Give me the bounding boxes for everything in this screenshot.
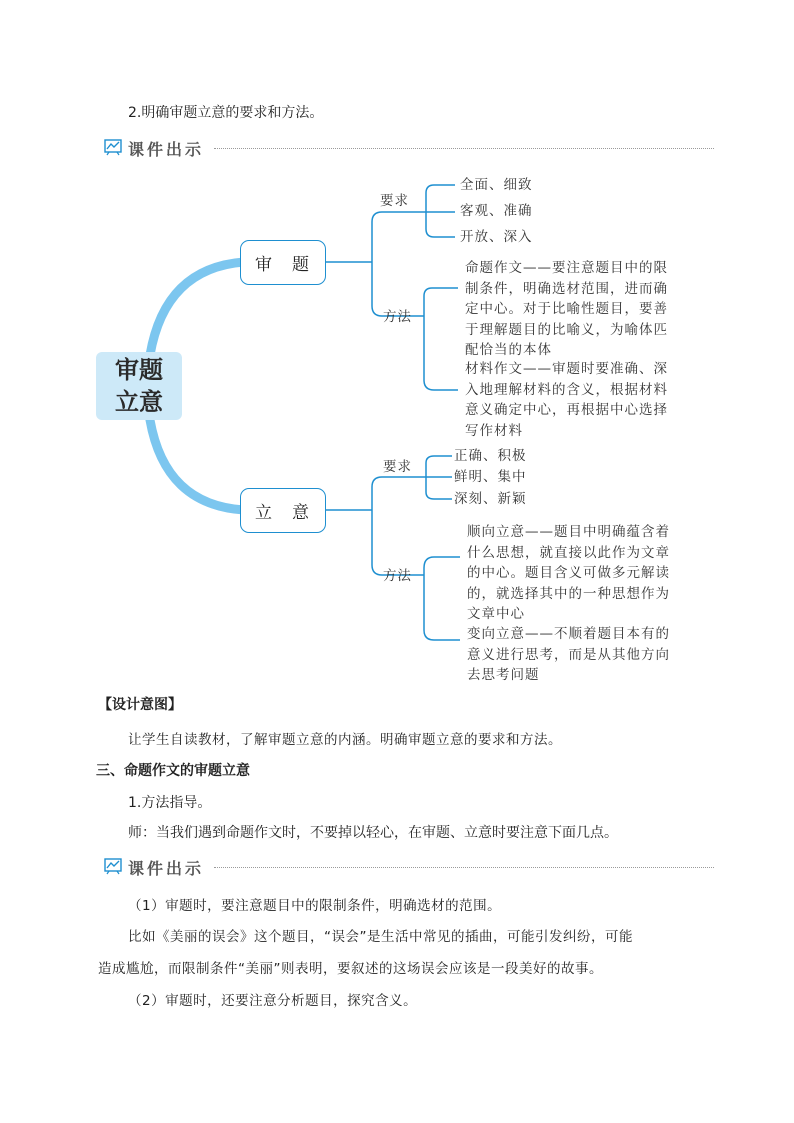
text-line: 的中心。题目含义可做多元解读 — [467, 565, 670, 581]
text-line: 配恰当的本体 — [465, 342, 552, 358]
design-text: 让学生自读教材，了解审题立意的内涵。明确审题立意的要求和方法。 — [128, 732, 562, 748]
teacher-line: 师：当我们遇到命题作文时，不要掉以轻心，在审题、立意时要注意下面几点。 — [128, 825, 618, 841]
text-line: 意义进行思考，而是从其他方向 — [467, 646, 670, 663]
node-shenti-char-2: 题 — [292, 255, 311, 275]
item-1: 1.方法指导。 — [128, 795, 212, 811]
liyi-req-item: 正确、积极 — [454, 448, 527, 464]
root-line-1: 审题 — [115, 356, 163, 384]
text-line: 材料作文——审题时要准确、深 — [465, 361, 668, 377]
shenti-req-item: 开放、深入 — [460, 229, 533, 245]
node-liyi-char-1: 立 — [255, 503, 274, 523]
shenti-method-1 — [465, 258, 668, 361]
text-line: 命题作文——要注意题目中的限 — [465, 260, 668, 276]
text-line: 意义确定中心，再根据中心选择 — [465, 402, 668, 418]
node-shenti — [240, 240, 326, 285]
text-line: 顺向立意——题目中明确蕴含着 — [467, 524, 670, 540]
text-line: 的，就选择其中的一种思想作为 — [467, 585, 670, 602]
section-label: 课件出示 — [128, 140, 205, 159]
text-line: 去思考问题 — [467, 667, 540, 683]
shenti-req-label: 要求 — [380, 193, 409, 209]
section-divider — [214, 867, 714, 868]
text-line: 入地理解材料的含义，根据材料 — [465, 381, 668, 398]
text-line: 写作材料 — [465, 422, 523, 439]
point-1: （1）审题时，要注意题目中的限制条件，明确选材的范围。 — [128, 898, 502, 914]
point-2: （2）审题时，还要注意分析题目，探究含义。 — [128, 993, 418, 1009]
text-line: 什么思想，就直接以此作为文章 — [467, 544, 670, 561]
root-line-2: 立意 — [115, 388, 163, 416]
node-shenti-char-1: 审 — [255, 255, 274, 275]
node-liyi-char-2: 意 — [292, 503, 311, 523]
shenti-req-item: 全面、细致 — [460, 177, 533, 193]
node-liyi — [240, 488, 326, 533]
example-line-2: 造成尴尬，而限制条件“美丽”则表明，要叙述的这场误会应该是一段美好的故事。 — [98, 961, 603, 977]
liyi-method-1 — [467, 522, 670, 625]
text-line: 于理解题目的比喻义，为喻体匹 — [465, 321, 668, 338]
text-line: 定中心。对于比喻性题目，要善 — [465, 301, 668, 317]
liyi-method-2 — [467, 624, 670, 686]
mind-map-root — [96, 352, 182, 420]
liyi-req-item: 鲜明、集中 — [454, 469, 527, 485]
chart-icon — [104, 857, 122, 879]
shenti-method-2 — [465, 359, 668, 441]
liyi-req-item: 深刻、新颖 — [454, 491, 527, 507]
intro-line: 2.明确审题立意的要求和方法。 — [128, 105, 324, 121]
section-label: 课件出示 — [128, 859, 205, 878]
text-line: 变向立意——不顺着题目本有的 — [467, 626, 670, 642]
part3-heading: 三、命题作文的审题立意 — [96, 763, 250, 779]
text-line: 文章中心 — [467, 606, 525, 622]
text-line: 制条件，明确选材范围，进而确 — [465, 280, 668, 297]
liyi-method-label: 方法 — [383, 568, 412, 584]
liyi-req-label: 要求 — [383, 459, 412, 475]
example-line-1: 比如《美丽的误会》这个题目，“误会”是生活中常见的插曲，可能引发纠纷，可能 — [128, 929, 633, 945]
shenti-req-item: 客观、准确 — [460, 203, 533, 219]
shenti-method-label: 方法 — [383, 309, 412, 325]
design-heading: 【设计意图】 — [98, 697, 182, 713]
